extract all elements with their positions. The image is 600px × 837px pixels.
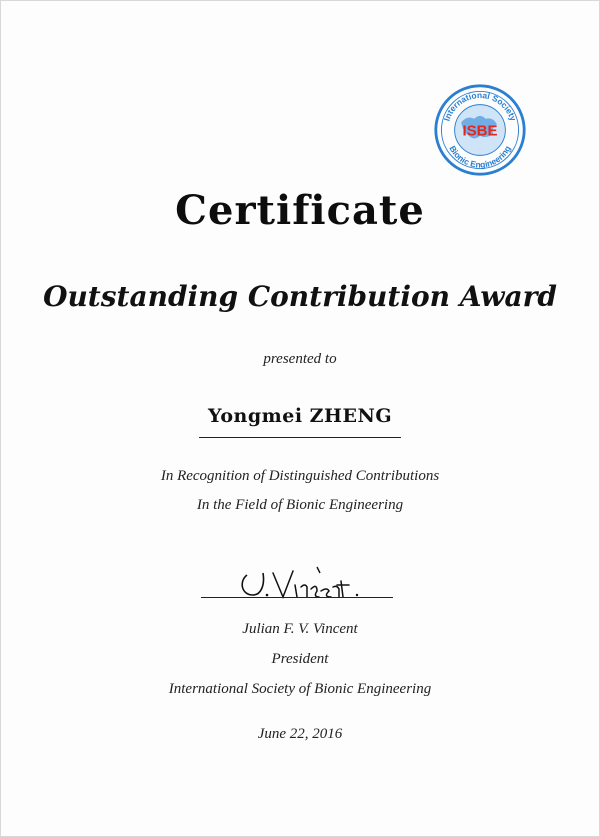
recipient-underline bbox=[199, 437, 401, 438]
signatory-title: President bbox=[271, 651, 329, 667]
signature-line bbox=[201, 597, 393, 598]
seal-center-text: ISBE bbox=[462, 122, 498, 140]
recipient-name: Yongmei ZHENG bbox=[207, 405, 393, 427]
presented-to-label: presented to bbox=[263, 351, 337, 367]
signatory-organization: International Society of Bionic Engineering bbox=[168, 681, 432, 697]
seal-arc-bottom-text: Bionic Engineering bbox=[447, 143, 513, 170]
certificate-title: Certificate bbox=[175, 187, 425, 234]
recognition-line-2: In the Field of Bionic Engineering bbox=[196, 497, 404, 513]
seal-arc-top-text: International Society bbox=[441, 90, 519, 123]
isbe-seal-logo bbox=[433, 83, 527, 177]
award-name: Outstanding Contribution Award bbox=[43, 280, 557, 313]
recognition-line-1: In Recognition of Distinguished Contributions bbox=[160, 468, 440, 484]
certificate-date: June 22, 2016 bbox=[257, 726, 343, 742]
signatory-name: Julian F. V. Vincent bbox=[242, 621, 358, 637]
